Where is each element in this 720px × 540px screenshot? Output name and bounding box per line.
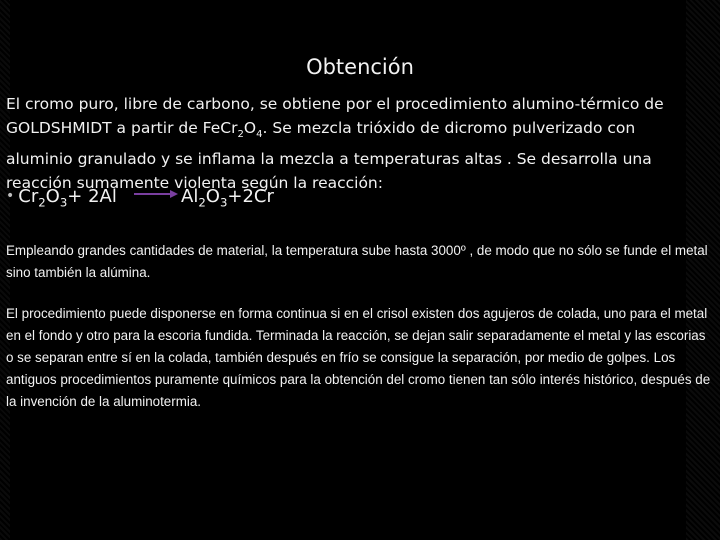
products: $Al_2O_3+2Cr$: [181, 186, 274, 210]
chemical-reaction: [6, 186, 406, 214]
intro-paragraph: [6, 92, 706, 195]
bullet-icon: •: [6, 188, 15, 204]
intro-line-4: reacción sumamente violenta según la reacción:: [6, 174, 383, 193]
temperature-paragraph: Empleando grandes cantidades de material, la temperatura sube hasta 3000º , de modo que no sólo se funde el metal sino también la alúmina.: [6, 243, 708, 280]
intro-line-3: aluminio granulado y se inflama la mezcla a temperaturas altas . Se desarrolla una: [6, 150, 652, 169]
intro-line-1: El cromo puro, libre de carbono, se obtiene por el procedimiento alumino-térmico de: [6, 95, 664, 113]
slide-title: Obtención: [306, 55, 414, 79]
reactants: $Cr_2O_3+ 2Al$: [18, 186, 117, 210]
procedure-paragraph: El procedimiento puede disponerse en forma continua si en el crisol existen dos agujeros de colada, uno para el metal en el fondo y otro para la escoria fundida. Terminada la reacción, se dejan salir separadamente el metal y las escorias o se separan entre sí en la colada, también después en frío se consigue la separación, por medio de golpes. Los antiguos procedimientos puramente químicos para la obtención del cromo tienen tan sólo interés histórico, después de la invención de la aluminotermia.: [6, 306, 711, 409]
intro-line-2: GOLDSHMIDT a partir de $FeCr_2O_4$. Se mezcla trióxido de dicromo pulverizado con: [6, 119, 636, 141]
reaction-arrow-icon: [134, 188, 178, 204]
